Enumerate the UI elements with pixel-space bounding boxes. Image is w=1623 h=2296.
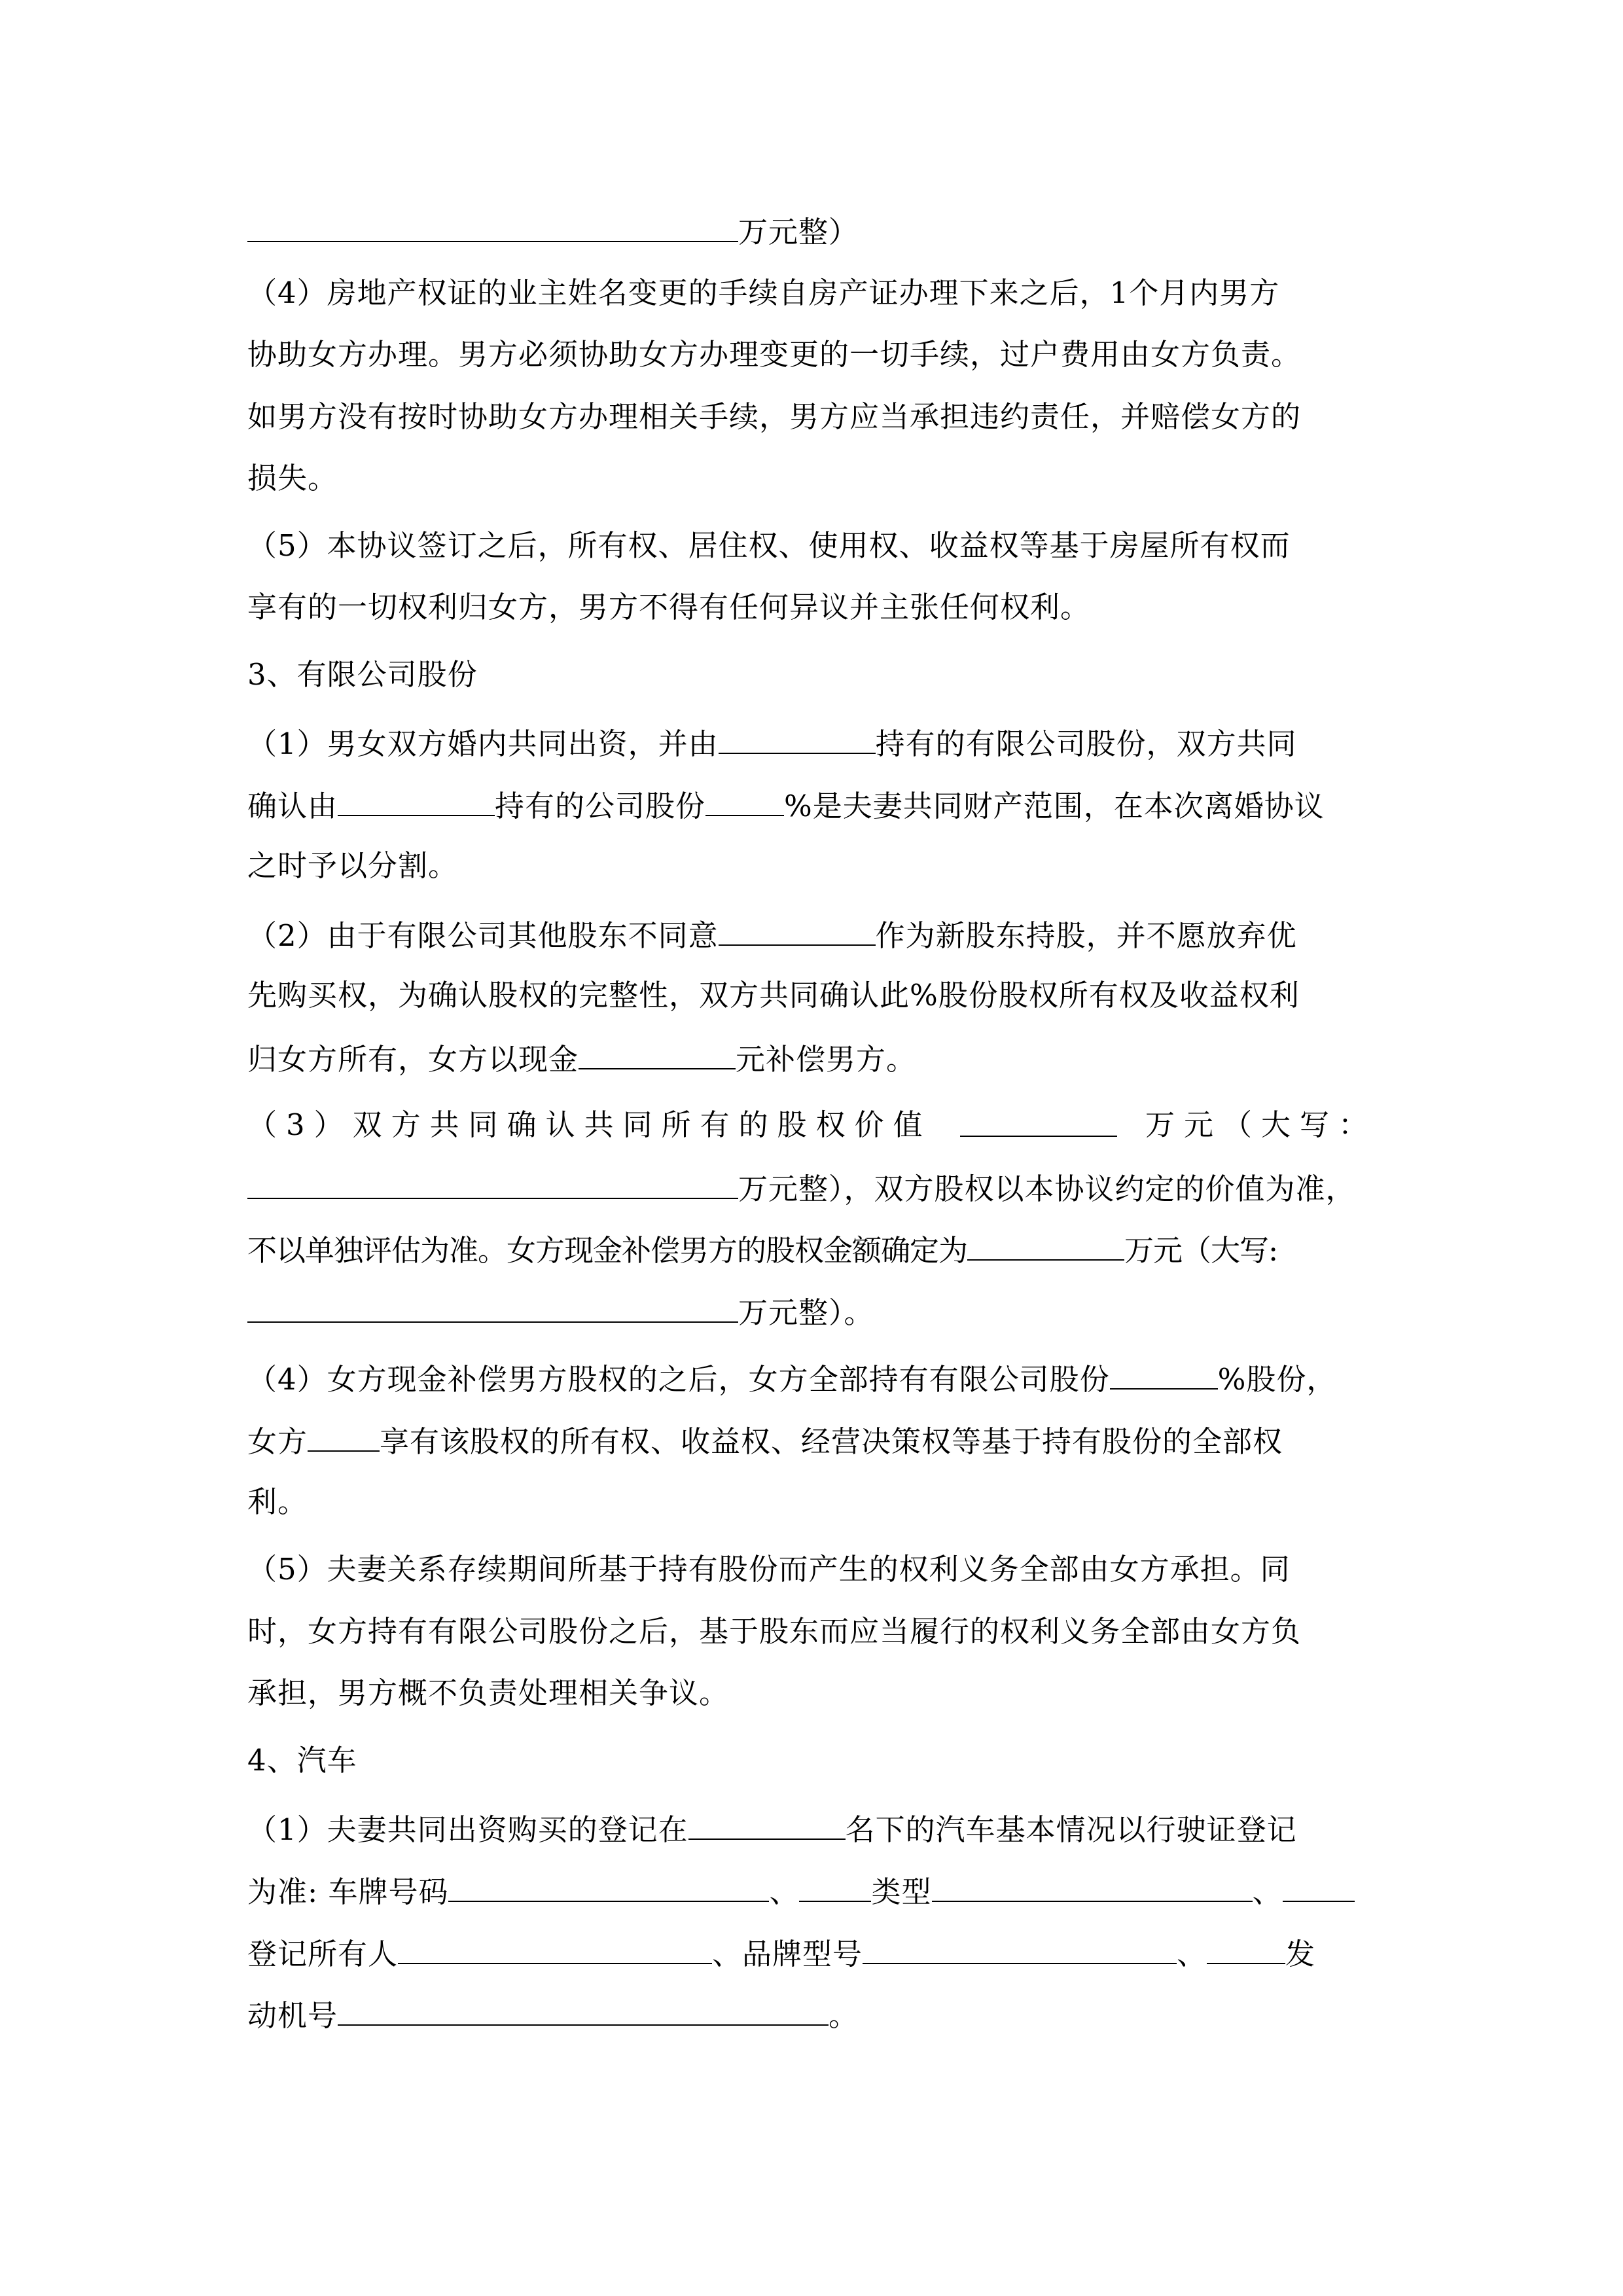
text-run: 协助女方办理。男方必须协助女方办理变更的一切手续，过户费用由女方负责。	[247, 337, 1302, 372]
fill-blank[interactable]	[448, 1871, 769, 1902]
fill-blank[interactable]	[960, 1105, 1117, 1137]
section-heading	[247, 655, 478, 694]
text-run: 享有该股权的所有权、收益权、经营决策权等基于持有股份的全部权	[380, 1424, 1283, 1459]
text-run: （3）双方共同确认共同所有的股权价值	[247, 1107, 932, 1142]
text-run: 利。	[247, 1484, 308, 1519]
text-run: 持有的公司股份	[495, 789, 706, 823]
text-run: 作为新股东持股，并不愿放弃优	[875, 918, 1297, 953]
fill-blank[interactable]	[247, 211, 738, 242]
text-run: 损失。	[247, 461, 338, 495]
text-line	[247, 1358, 1336, 1397]
text-run: （4）女方现金补偿男方股权的之后，女方全部持有有限公司股份	[247, 1362, 1110, 1397]
text-line	[247, 1038, 916, 1077]
text-run: （5）本协议签订之后，所有权、居住权、使用权、收益权等基于房屋所有权而	[247, 528, 1291, 563]
text-run: 万元整），双方股权以本协议约定的价值为准，	[738, 1172, 1356, 1206]
text-run: %股份，	[1217, 1362, 1337, 1397]
fill-blank[interactable]	[688, 1808, 846, 1840]
text-run: 4、汽车	[247, 1743, 357, 1778]
text-run: 归女方所有，女方以现金	[247, 1042, 579, 1077]
text-line	[247, 1229, 1277, 1268]
text-line	[247, 1871, 1355, 1910]
text-line	[247, 1994, 859, 2034]
text-run: 元补偿男方。	[736, 1042, 917, 1077]
text-line	[247, 1674, 729, 1713]
text-run: （4）房地产权证的业主姓名变更的手续自房产证办理下来之后，1个月内男方	[247, 276, 1280, 310]
text-line	[247, 976, 1300, 1015]
fill-blank[interactable]	[247, 1168, 738, 1199]
text-line	[247, 211, 859, 250]
text-run: （1）男女双方婚内共同出资，并由	[247, 726, 719, 761]
fill-blank[interactable]	[1110, 1358, 1218, 1390]
fill-blank[interactable]	[719, 723, 876, 754]
text-run: 不以单独评估为准。女方现金补偿男方的股权金额确定为	[247, 1233, 968, 1268]
text-line	[247, 459, 338, 498]
text-line	[247, 1482, 308, 1522]
text-line	[247, 1105, 1377, 1145]
text-run: 、	[769, 1874, 800, 1909]
fill-blank[interactable]	[1207, 1933, 1285, 1964]
fill-blank[interactable]	[932, 1871, 1253, 1902]
text-line	[247, 723, 1297, 762]
text-line	[247, 274, 1279, 313]
text-run: 万元整）。	[738, 1295, 874, 1330]
fill-blank[interactable]	[1283, 1871, 1355, 1902]
text-run: 之时予以分割。	[247, 848, 459, 883]
text-run: 先购买权，为确认股权的完整性，双方共同确认此%股份股权所有权及收益权利	[247, 978, 1300, 1013]
fill-blank[interactable]	[799, 1871, 871, 1902]
text-run: 、品牌型号	[712, 1937, 863, 1971]
text-line	[247, 1933, 1315, 1972]
text-run: 确认由	[247, 789, 338, 823]
fill-blank[interactable]	[247, 1291, 738, 1323]
fill-blank[interactable]	[967, 1229, 1124, 1261]
text-line	[247, 1612, 1301, 1651]
fill-blank[interactable]	[398, 1933, 712, 1964]
fill-blank[interactable]	[719, 914, 876, 946]
section-heading	[247, 1741, 357, 1780]
text-run: 、	[1177, 1937, 1207, 1971]
text-run: 享有的一切权利归女方，男方不得有任何异议并主张任何权利。	[247, 590, 1091, 624]
text-run: 万元（大写：	[1145, 1107, 1377, 1142]
text-run: 万元整）	[738, 215, 859, 249]
text-line	[247, 1420, 1283, 1460]
text-run: 万元（大写:	[1124, 1233, 1278, 1268]
text-run: （5）夫妻关系存续期间所基于持有股份而产生的权利义务全部由女方承担。同	[247, 1552, 1291, 1587]
text-run: 女方	[247, 1424, 308, 1459]
text-line	[247, 335, 1301, 374]
text-line	[247, 1550, 1291, 1589]
text-run: 为准: 车牌号码	[247, 1874, 449, 1909]
fill-blank[interactable]	[338, 785, 495, 816]
text-run: 类型	[871, 1874, 932, 1909]
text-run: 登记所有人	[247, 1937, 399, 1971]
text-run: 时，女方持有有限公司股份之后，基于股东而应当履行的权利义务全部由女方负	[247, 1614, 1302, 1649]
text-run: （2）由于有限公司其他股东不同意	[247, 918, 719, 953]
text-run: 、	[1252, 1874, 1283, 1909]
text-line	[247, 588, 1090, 627]
text-line	[247, 785, 1325, 824]
text-run: %是夫妻共同财产范围，在本次离婚协议	[784, 789, 1325, 823]
text-run: 动机号	[247, 1998, 338, 2033]
text-line	[247, 1808, 1297, 1848]
fill-blank[interactable]	[579, 1038, 736, 1069]
text-run: 名下的汽车基本情况以行驶证登记	[845, 1812, 1297, 1847]
text-run: 。	[829, 1998, 859, 2033]
text-run: （1）夫妻共同出资购买的登记在	[247, 1812, 688, 1847]
text-run: 3、有限公司股份	[247, 657, 478, 692]
fill-blank[interactable]	[705, 785, 784, 816]
text-run: 承担，男方概不负责处理相关争议。	[247, 1676, 730, 1710]
text-line	[247, 1291, 874, 1331]
text-run: 如男方没有按时协助女方办理相关手续，男方应当承担违约责任，并赔偿女方的	[247, 399, 1302, 434]
text-line	[247, 914, 1297, 954]
text-line	[247, 526, 1291, 565]
fill-blank[interactable]	[863, 1933, 1177, 1964]
text-line	[247, 846, 458, 886]
fill-blank[interactable]	[308, 1420, 380, 1452]
text-run: 发	[1285, 1937, 1316, 1971]
fill-blank[interactable]	[338, 1994, 829, 2026]
text-line	[247, 1168, 1356, 1207]
text-run: 持有的有限公司股份，双方共同	[875, 726, 1297, 761]
text-line	[247, 397, 1301, 437]
